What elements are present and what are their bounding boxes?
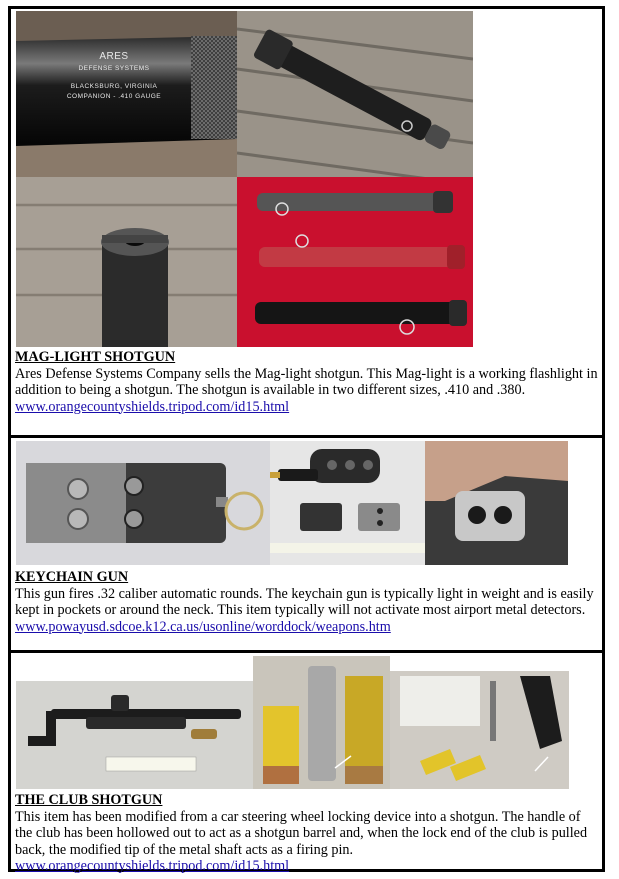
keychain-in-hand-photo xyxy=(425,441,568,565)
keychain-with-keys-photo xyxy=(270,441,425,565)
maglight-muzzle-photo xyxy=(16,177,237,347)
maglight-caption xyxy=(15,349,600,415)
club-device-photo xyxy=(16,681,253,789)
club-shells-photo xyxy=(253,656,390,789)
source-link[interactable]: www.powayusd.sdcoe.k12.ca.us/usonline/worddock/weapons.htm xyxy=(15,618,391,635)
section-description: This gun fires .32 caliber automatic rounds. The keychain gun is typically light in weight and is easily kept in pockets or around the neck. This item typically will not activate most airport metal detectors. xyxy=(15,585,594,618)
maglight-engraving-photo xyxy=(16,11,237,177)
section-title: THE CLUB SHOTGUN xyxy=(15,792,163,808)
engraving-brand: ARES xyxy=(99,51,129,62)
keychain-caption xyxy=(15,569,600,635)
engraving-line3: COMPANION - .410 GAUGE xyxy=(66,93,162,100)
source-link[interactable]: www.orangecountyshields.tripod.com/id15.html xyxy=(15,858,290,874)
document-frame xyxy=(8,6,605,872)
section-title: KEYCHAIN GUN xyxy=(15,569,129,585)
section-club xyxy=(11,653,602,872)
section-keychain xyxy=(11,438,602,650)
keychain-closeup-photo xyxy=(16,441,270,565)
maglight-three-sizes-photo xyxy=(237,177,473,347)
section-title: MAG-LIGHT SHOTGUN xyxy=(15,349,176,365)
engraving-line1: DEFENSE SYSTEMS xyxy=(78,65,150,72)
club-caption xyxy=(15,792,600,875)
club-firing-pin-photo xyxy=(390,671,569,789)
section-maglight xyxy=(11,9,602,435)
engraving-line2: BLACKSBURG, VIRGINIA xyxy=(70,83,158,90)
maglight-deck-photo xyxy=(237,11,473,177)
source-link[interactable]: www.orangecountyshields.tripod.com/id15.html xyxy=(15,398,290,415)
section-description: This item has been modified from a car steering wheel locking device into a shotgun. The handle of the club has been hollowed out to act as a shotgun barrel and, when the lock end of the club is pulled back, the modified tip of the metal shaft acts as a firing pin. xyxy=(15,808,588,858)
section-description: Ares Defense Systems Company sells the Mag-light shotgun. This Mag-light is a working flashlight in addition to being a shotgun. The shotgun is available in two different sizes, .410 and .380. xyxy=(15,365,598,398)
